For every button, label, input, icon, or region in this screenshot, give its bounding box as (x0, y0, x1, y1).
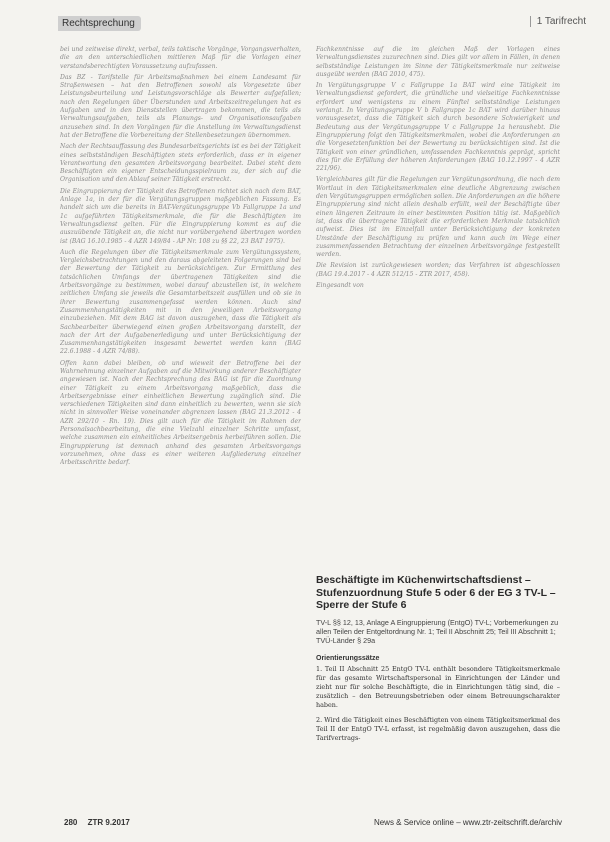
right-column (316, 46, 560, 566)
footer-left (64, 818, 138, 827)
right-paragraph: Die Revision ist zurückgewiesen worden; das Verfahren ist abgeschlossen (BAG 19.4.2017 - 4 AZR 512/15 - ZTR 2017, 458). (316, 262, 560, 278)
left-paragraph: Nach der Rechtsauffassung des Bundesarbeitsgerichts ist es bei der Tätigkeit eines selbstständigen Beschäftigten stets erforderlich, dass er in eigener Verantwortung den gesamten Arbeitsvorgang bearbeitet. Dabei steht dem Beschäftigten ein eigener Entscheidungsspielraum zu, der sich auf die Organisation und den Ablauf seiner Tätigkeit erstreckt. (60, 143, 301, 184)
right-paragraph: Fachkenntnisse auf die im gleichen Maß der Vorlagen eines Verwaltungsdienstes zuzurechnen sind. Dies gilt vor allem in Fällen, in denen selbstständige Leistungen im Sinne der Tätigkeitsmerkmale nur zeitweise ausgeübt werden (BAG 2010, 475). (316, 46, 560, 78)
right-paragraph: Vergleichbares gilt für die Regelungen zur Vergütungsordnung, die nach dem Wortlaut in den Tätigkeitsmerkmalen eine deutliche Abgrenzung zwischen den Vergütungsgruppen ermöglichen sollen. Die Anforderungen an die höhere Eingruppierung sind nicht allein deshalb erfüllt, weil der Beschäftigte über einen längeren Zeitraum in einer bestimmten Position tätig ist. Maßgeblich ist, dass die übertragene Tätigkeit die erforderlichen Merkmale tatsächlich aufweist. Dies ist im Einzelfall unter Berücksichtigung der konkreten Umstände der Beschäftigung zu prüfen und kann auch im Wege einer zusammenfassenden Betrachtung der einzelnen Arbeitsvorgänge festgestellt werden. (316, 176, 560, 259)
left-paragraph: Das BZ - Tarifstelle für Arbeitsmaßnahmen bei einem Landesamt für Straßenwesen – hat den Betroffenen sowohl als Vorgesetzte über Leistungsbeurteilung und Leistungsvorschläge als Bewerter aufgefallen; nach den Regelungen über Überstunden und Arbeitszeitregelungen hat es Aufgaben und in den Dienststellen übertragen bekommen, die teils als Verwaltungsaufgaben, teils als Planungs- und Organisationsaufgaben anzusehen sind. In den Vorgängen für die Anstellung im Verwaltungsdienst hat der Betroffene die Vorbereitung der Stellenbesetzungen übernommen. (60, 73, 301, 139)
decision-title: Beschäftigte im Küchenwirtschaftsdienst – Stufenzuordnung Stufe 5 oder 6 der EG 3 TV-L – Sperre der Stufe 6 (316, 574, 556, 611)
left-column (60, 46, 301, 816)
left-paragraph: Auch die Regelungen über die Tätigkeitsmerkmale zum Vergütungssystem, Vergleichsbetrachtungen und den daraus abgeleiteten Folgerungen sind bei der Bewertung der Tätigkeit zu berücksichtigen. Zur Ermittlung des tatsächlichen Umfangs der übertragenen Tätigkeiten sind die Arbeitsvorgänge zu bestimmen, wobei darauf abzustellen ist, in welchem zeitlichen Umfang sie jeweils die Gesamtarbeitszeit ausfüllen und ob sie in ihrer Bewertung zusammengefasst werden können. Auch sind Zusammenhangstätigkeiten mit in den jeweiligen Arbeitsvorgang einzubeziehen. Mit dem BAG ist davon auszugehen, dass die Tätigkeit als Sachbearbeiter überwiegend einen großen Arbeitsvorgang darstellt, der nach der Art der Aufgabenerledigung und unter Berücksichtigung der Zusammenhangstätigkeiten insgesamt bewertet werden kann (BAG 22.6.1988 - 4 AZR 74/88). (60, 248, 301, 356)
category-label: 1 Tarifrecht (530, 16, 586, 27)
page-number: 280 (64, 818, 78, 827)
left-paragraph: bei und zeitweise direkt, verbal, teils taktische Vorgänge, Vorgangsverhalten, die an den unterschiedlichen mittleren Maß für die Vorlagen einer verstandsberechtigten Voraussetzung aufzufassen. (60, 46, 301, 70)
guideline-item: 2. Wird die Tätigkeit eines Beschäftigten von einem Tätigkeitsmerkmal des Teil II der EntgO TV-L erfasst, ist regelmäßig davon auszugehen, dass die Tarifvertrags- (316, 715, 560, 742)
footer-service-link[interactable]: News & Service online – www.ztr-zeitschrift.de/archiv (373, 818, 562, 827)
legal-references: TV-L §§ 12, 13, Anlage A Eingruppierung (EntgO) TV-L; Vorbemerkungen zu allen Teilen der Entgeltordnung Nr. 1; Teil II Abschnitt 25; Teil III Abschnitt 1; TVÜ-Länder § 29a (316, 617, 559, 645)
section-tab: Rechtsprechung (58, 16, 141, 31)
left-paragraph: Offen kann dabei bleiben, ob und wieweit der Betroffene bei der Wahrnehmung einzelner Aufgaben auf die Mitwirkung anderer Beschäftigter angewiesen ist. Nach der Rechtsprechung des BAG ist für die Zuordnung einer Tätigkeit zu einem Arbeitsvorgang maßgeblich, dass die Arbeitsergebnisse einer einheitlichen Bewertung zugänglich sind. Die verschiedenen Tätigkeiten sind dann einheitlich zu bewerten, wenn sie sich nicht in sinnvoller Weise voneinander abgrenzen lassen (BAG 21.3.2012 - 4 AZR 292/10 - Rn. 19). Dies gilt auch für die Tätigkeit im Rahmen der Personalsachbearbeitung, die eine Vielzahl einzelner Schritte umfasst, welche zusammen ein einheitliches Arbeitsergebnis herbeiführen sollen. Die Eingruppierung ist demnach anhand des gesamten Arbeitsvorgangs vorzunehmen, ohne dass es einer weiteren Aufgliederung einzelner Arbeitsschritte bedarf. (60, 359, 301, 467)
decision-section (316, 574, 560, 749)
left-paragraph: Die Eingruppierung der Tätigkeit des Betroffenen richtet sich nach dem BAT, Anlage 1a, in der für die Vergütungsgruppen maßgeblichen Fassung. Es handelt sich um die bereits in BAT-Vergütungsgruppe Vb Fallgruppe 1a und 1c aufgeführten Tätigkeitsmerkmale, die für die Beschäftigten im Verwaltungsdienst gelten. Für die Eingruppierung kommt es auf die auszuübende Tätigkeit an, die nicht nur vorübergehend übertragen worden ist (BAG 16.10.1985 - 4 AZR 149/84 - AP Nr. 108 zu §§ 22, 23 BAT 1975). (60, 187, 301, 245)
right-paragraph: In Vergütungsgruppe V c Fallgruppe 1a BAT wird eine Tätigkeit im Verwaltungsdienst gefordert, die gründliche und vielseitige Fachkenntnisse erfordert und wenigstens zu einem Fünftel selbstständige Leistungen verlangt. In Vergütungsgruppe V b Fallgruppe 1c BAT wird darüber hinaus vorausgesetzt, dass die Tätigkeit sich durch besondere Schwierigkeit und Bedeutung aus der Vergütungsgruppe V c Fallgruppe 1a heraushebt. Die Eingruppierung folgt den Tätigkeitsmerkmalen, wobei die Anforderungen an die Vorgesetztenfunktion bei der Bewertung zu berücksichtigen sind. Ist die Tätigkeit von einer gründlichen, umfassenden Fachkenntnis geprägt, spricht dies für die Erfüllung der höheren Anforderungen (BAG 10.12.1997 - 4 AZR 221/96). (316, 82, 560, 173)
guideline-item: 1. Teil II Abschnitt 25 EntgO TV-L enthält besondere Tätigkeitsmerkmale für das gesamte Wirtschaftspersonal in Einrichtungen der Länder und zieht nur für solche Beschäftigte, die in Einrichtungen tätig sind, die – zusätzlich – den Betreuungsbetrieben oder einem Betreuungscharakter haben. (316, 664, 560, 709)
right-paragraph: Eingesandt von (316, 282, 364, 290)
journal-issue: ZTR 9.2017 (87, 818, 130, 827)
guidelines-heading: Orientierungssätze (316, 654, 380, 662)
